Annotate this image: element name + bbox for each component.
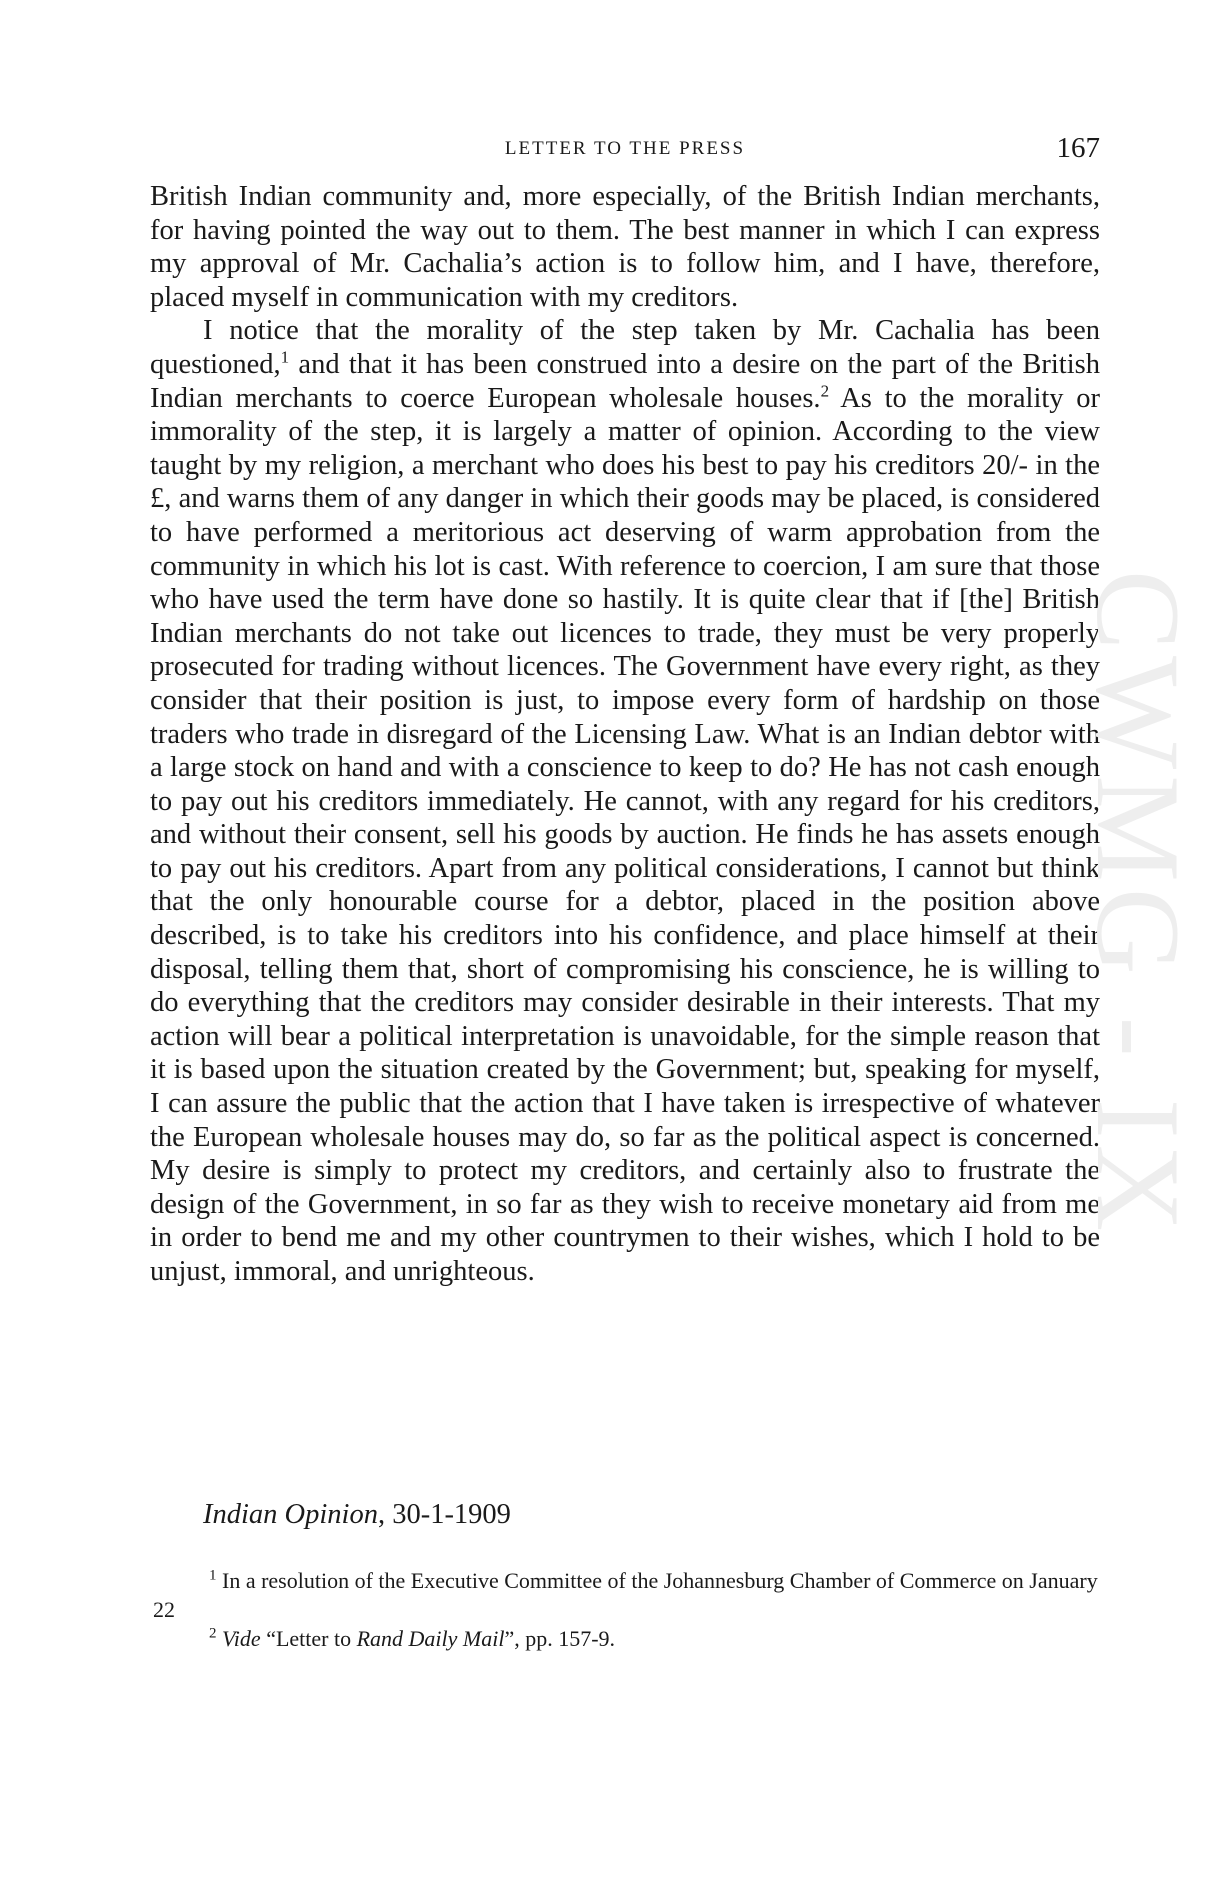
source-publication: Indian Opinion	[203, 1499, 378, 1530]
paragraph-2	[150, 314, 1100, 1288]
footnote-2-end: ”, pp. 157-9.	[504, 1626, 616, 1651]
paragraph-2-text-a: I notice that the morality of the step taken by Mr. Cachalia has been questioned,	[150, 315, 1100, 380]
footnote-ref-2: 2	[820, 381, 830, 401]
paragraph-2-text-b: and that it has been construed into a desire on the part of the British Indian merchants to coerce European wholesale houses.	[150, 348, 1100, 414]
body-text	[150, 180, 1100, 1289]
footnote-2-mid: “Letter to	[260, 1626, 357, 1651]
paragraph-2-text-c: As to the morality or immorality of the step, it is largely a matter of opinion. According to the view taught by my religion, a merchant who does his best to pay his creditors 20/- in the £, and warns them of any danger in which their goods may be placed, is considered to have performed a meritorious act deserving of warm approbation from the community in which his lot is cast. With reference to coercion, I am sure that those who have used the term have done so hastily. It is quite clear that if [the] British Indian merchants do not take out licences to trade, they must be very properly prosecuted for trading without licences. The Government have every right, as they consider that their position is just, to impose every form of hardship on those traders who trade in disregard of the Licensing Law. What is an Indian debtor with a large stock on hand and with a conscience to keep to do? He has not cash enough to pay out his creditors immediately. He cannot, with any regard for his creditors, and without their consent, sell his goods by auction. He finds he has assets enough to pay out his creditors. Apart from any political considerations, I cannot but think that the only honourable course for a debtor, placed in the position above described, is to take his creditors into his confidence, and place himself at their disposal, telling them that, short of compromising his conscience, he is willing to do everything that the creditors may consider desirable in their interests. That my action will bear a political interpretation is unavoidable, for the simple reason that it is based upon the situation created by the Government; but, speaking for myself, I can assure the public that the action that I have taken is irrespective of whatever the European wholesale houses may do, so far as the political aspect is concerned. My desire is simply to protect my creditors, and certainly also to frustrate the design of the Government, in so far as they wish to receive monetary aid from me in order to bend me and my other countrymen to their wishes, which I hold to be unjust, immoral, and unrighteous.	[150, 382, 1100, 1287]
footnote-2-title: Rand Daily Mail	[356, 1626, 505, 1651]
footnote-1	[153, 1566, 1118, 1624]
footnotes	[153, 1566, 1118, 1653]
footnote-2	[153, 1624, 1118, 1653]
source-date: , 30-1-1909	[377, 1499, 511, 1530]
footnote-2-vide: Vide	[222, 1626, 261, 1651]
source-citation	[203, 1498, 511, 1532]
footnote-ref-1: 1	[280, 347, 290, 367]
footnote-2-mark: 2	[209, 1625, 217, 1642]
footnote-1-mark: 1	[209, 1567, 217, 1584]
footnote-1-text: In a resolution of the Executive Committee of the Johannesburg Chamber of Commerce on January 22	[153, 1568, 1098, 1622]
running-head	[150, 132, 1100, 172]
watermark: CWMG - IX	[1072, 570, 1205, 1238]
running-title: LETTER TO THE PRESS	[504, 138, 746, 159]
paragraph-1: British Indian community and, more especially, of the British Indian merchants, for having pointed the way out to them. The best manner in which I can express my approval of Mr. Cachalia’s action is to follow him, and I have, therefore, placed myself in communication with my creditors.	[150, 181, 1100, 313]
page-number: 167	[1056, 132, 1100, 164]
